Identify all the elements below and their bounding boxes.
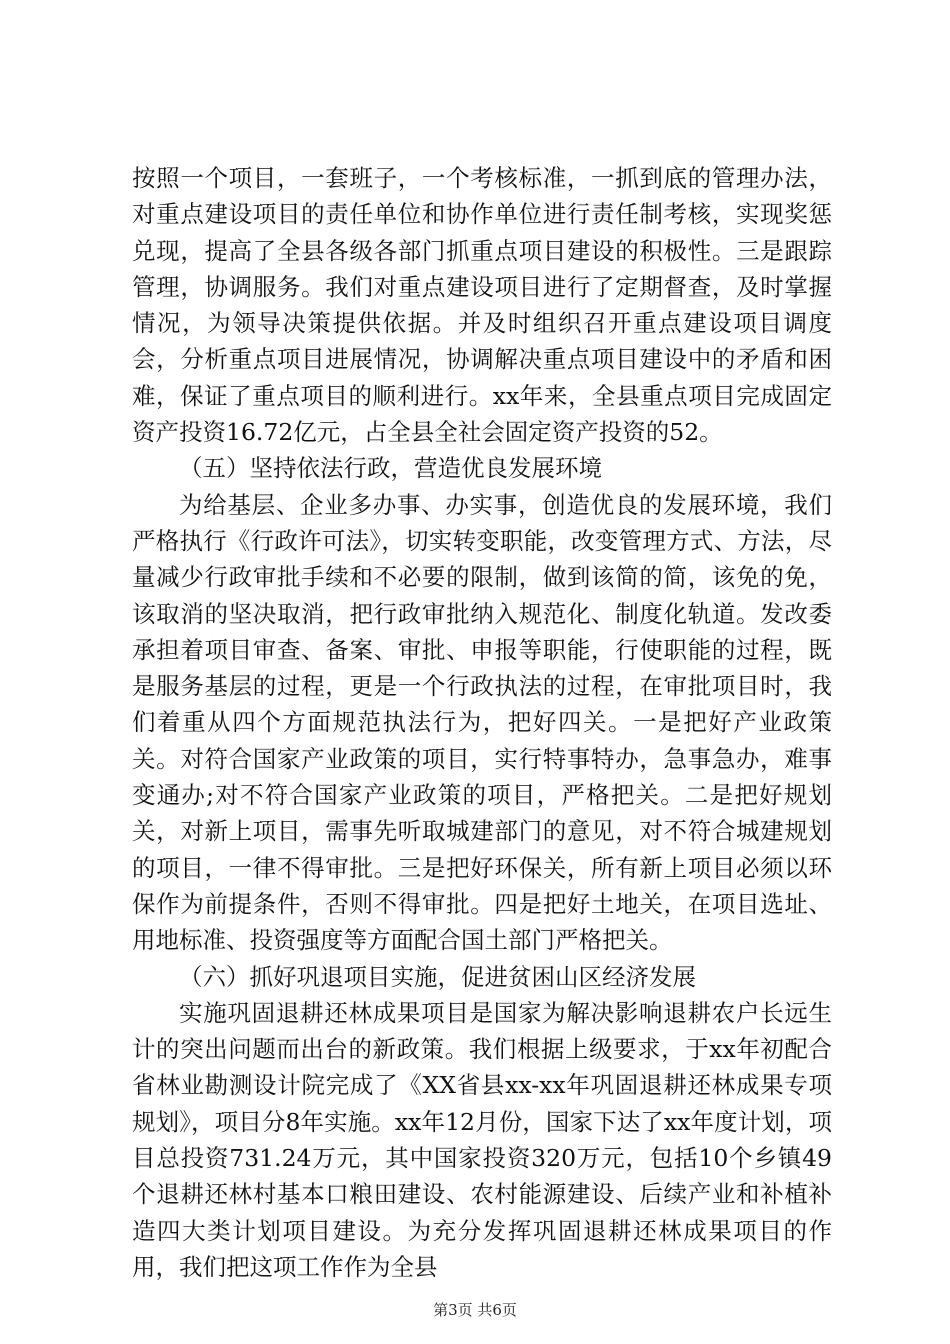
page-footer: 第3页 共6页 [433,1301,517,1319]
paragraph-section-5: 为给基层、企业多办事、办实事，创造优良的发展环境，我们严格执行《行政许可法》，切实转变职能，改变管理方式、方法，尽量减少行政审批手续和不必要的限制，做到该简的简，该免的免，该取消的坚决取消，把行政审批纳入规范化、制度化轨道。发改委承担着项目审查、备案、审批、申报等职能，行使职能的过程，既是服务基层的过程，更是一个行政执法的过程，在审批项目时，我们着重从四个方面规范执法行为，把好四关。一是把好产业政策关。对符合国家产业政策的项目，实行特事特办，急事急办，难事变通办;对不符合国家产业政策的项目，严格把关。二是把好规划关，对新上项目，需事先听取城建部门的意见，对不符合城建规划的项目，一律不得审批。三是把好环保关，所有新上项目必须以环保作为前提条件，否则不得审批。四是把好土地关，在项目选址、用地标准、投资强度等方面配合国土部门严格把关。 [132,490,832,955]
document-body [132,160,832,1285]
paragraph-continuation: 按照一个项目，一套班子，一个考核标准，一抓到底的管理办法，对重点建设项目的责任单位和协作单位进行责任制考核，实现奖惩兑现，提高了全县各级各部门抓重点项目建设的积极性。三是跟踪管理，协调服务。我们对重点建设项目进行了定期督查，及时掌握情况，为领导决策提供依据。并及时组织召开重点建设项目调度会，分析重点项目进展情况，协调解决重点项目建设中的矛盾和困难，保证了重点项目的顺利进行。xx年来，全县重点项目完成固定资产投资16.72亿元，占全县全社会固定资产投资的52。 [132,164,832,447]
paragraph-section-6: 实施巩固退耕还林成果项目是国家为解决影响退耕农户长远生计的突出问题而出台的新政策。我们根据上级要求，于xx年初配合省林业勘测设计院完成了《XX省县xx-xx年巩固退耕还林成果专项规划》，项目分8年实施。xx年12月份，国家下达了xx年度计划，项目总投资731.24万元，其中国家投资320万元，包括10个乡镇49个退耕还林村基本口粮田建设、农村能源建设、后续产业和补植补造四大类计划项目建设。为充分发挥巩固退耕还林成果项目的作用，我们把这项工作作为全县 [132,998,832,1281]
section-heading-6: （六）抓好巩退项目实施，促进贫困山区经济发展 [179,962,696,991]
section-heading-5: （五）坚持依法行政，营造优良发展环境 [179,454,602,483]
